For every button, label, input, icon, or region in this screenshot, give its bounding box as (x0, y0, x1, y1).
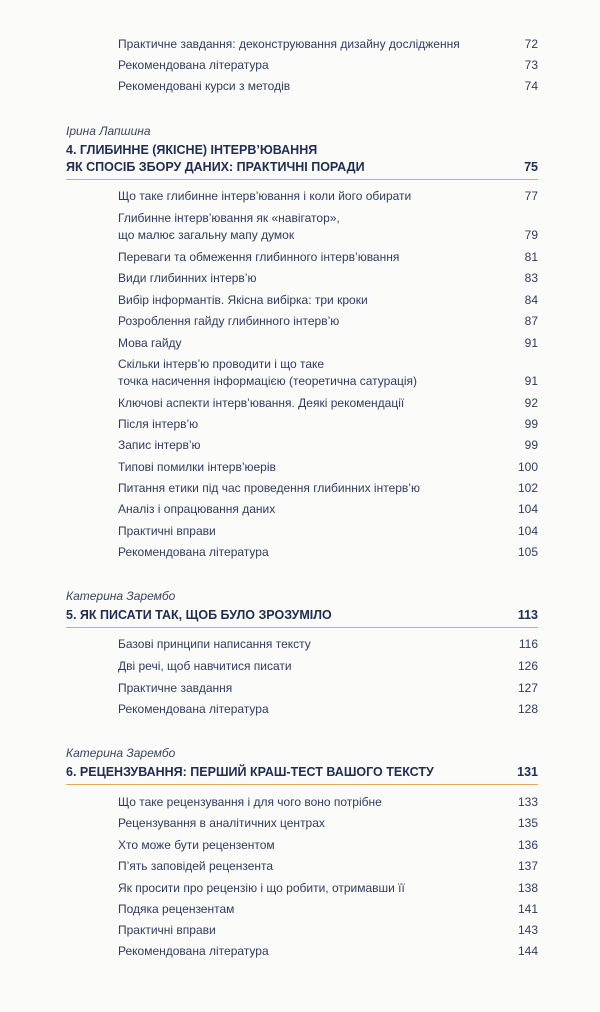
toc-entry[interactable]: Скільки інтерв’ю проводити і що таке точка насичення інформацією (теоретична сатурація) 91 (118, 357, 538, 388)
toc-entry[interactable]: Типові помилки інтерв’юерів 100 (118, 460, 538, 474)
toc-entry[interactable]: Подяка рецензентам 141 (118, 902, 538, 916)
toc-entry[interactable]: П’ять заповідей рецензента 137 (118, 859, 538, 873)
toc-entry[interactable]: Що таке рецензування і для чого воно потрібне 133 (118, 795, 538, 809)
chapter-heading[interactable]: 5. ЯК ПИСАТИ ТАК, ЩОБ БУЛО ЗРОЗУМІЛО 113 (66, 607, 538, 628)
toc-entry[interactable]: Рекомендована література 144 (118, 944, 538, 958)
toc-entry[interactable]: Що таке глибинне інтерв’ювання і коли його обирати 77 (118, 189, 538, 203)
toc-entry[interactable]: Практичні вправи 104 (118, 524, 538, 538)
toc-entry[interactable]: Практичні вправи 143 (118, 923, 538, 937)
toc-entry[interactable]: Базові принципи написання тексту 116 (118, 637, 538, 651)
toc-entry[interactable]: Дві речі, щоб навчитися писати 126 (118, 659, 538, 673)
toc-entry[interactable]: Глибинне інтерв’ювання як «навігатор», що малює загальну мапу думок 79 (118, 211, 538, 242)
toc-entry[interactable]: Розроблення гайду глибинного інтерв’ю 87 (118, 314, 538, 328)
toc-entry[interactable]: Рекомендована література 105 (118, 545, 538, 559)
toc-entry[interactable]: Запис інтерв’ю 99 (118, 438, 538, 452)
toc-entry[interactable]: Переваги та обмеження глибинного інтерв’ювання 81 (118, 250, 538, 264)
chapter-author: Ірина Лапшина (66, 124, 151, 138)
toc-entry[interactable]: Рекомендована література 73 (118, 58, 538, 72)
toc-entry[interactable]: Питання етики під час проведення глибинних інтерв’ю 102 (118, 481, 538, 495)
toc-entry[interactable]: Після інтерв’ю 99 (118, 417, 538, 431)
chapter-author: Катерина Зарембо (66, 746, 176, 760)
toc-entry[interactable]: Аналіз і опрацювання даних 104 (118, 502, 538, 516)
toc-entry[interactable]: Ключові аспекти інтерв’ювання. Деякі рекомендації 92 (118, 396, 538, 410)
toc-entry[interactable]: Практичне завдання: деконструювання дизайну дослідження 72 (118, 37, 538, 51)
chapter-heading[interactable]: 6. РЕЦЕНЗУВАННЯ: ПЕРШИЙ КРАШ-ТЕСТ ВАШОГО ТЕКСТУ 131 (66, 764, 538, 785)
toc-entry[interactable]: Практичне завдання 127 (118, 681, 538, 695)
chapter-heading[interactable]: 4. ГЛИБИННЕ (ЯКІСНЕ) ІНТЕРВ’ЮВАННЯ ЯК СПОСІБ ЗБОРУ ДАНИХ: ПРАКТИЧНІ ПОРАДИ 75 (66, 142, 538, 180)
toc-entry[interactable]: Рекомендовані курси з методів 74 (118, 79, 538, 93)
toc-entry[interactable]: Вибір інформантів. Якісна вибірка: три кроки 84 (118, 293, 538, 307)
chapter-author: Катерина Зарембо (66, 589, 176, 603)
toc-entry[interactable]: Види глибинних інтерв’ю 83 (118, 271, 538, 285)
toc-entry[interactable]: Рекомендована література 128 (118, 702, 538, 716)
toc-entry[interactable]: Хто може бути рецензентом 136 (118, 838, 538, 852)
toc-entry[interactable]: Як просити про рецензію і що робити, отримавши її 138 (118, 881, 538, 895)
toc-entry[interactable]: Мова гайду 91 (118, 336, 538, 350)
toc-entry[interactable]: Рецензування в аналітичних центрах 135 (118, 816, 538, 830)
